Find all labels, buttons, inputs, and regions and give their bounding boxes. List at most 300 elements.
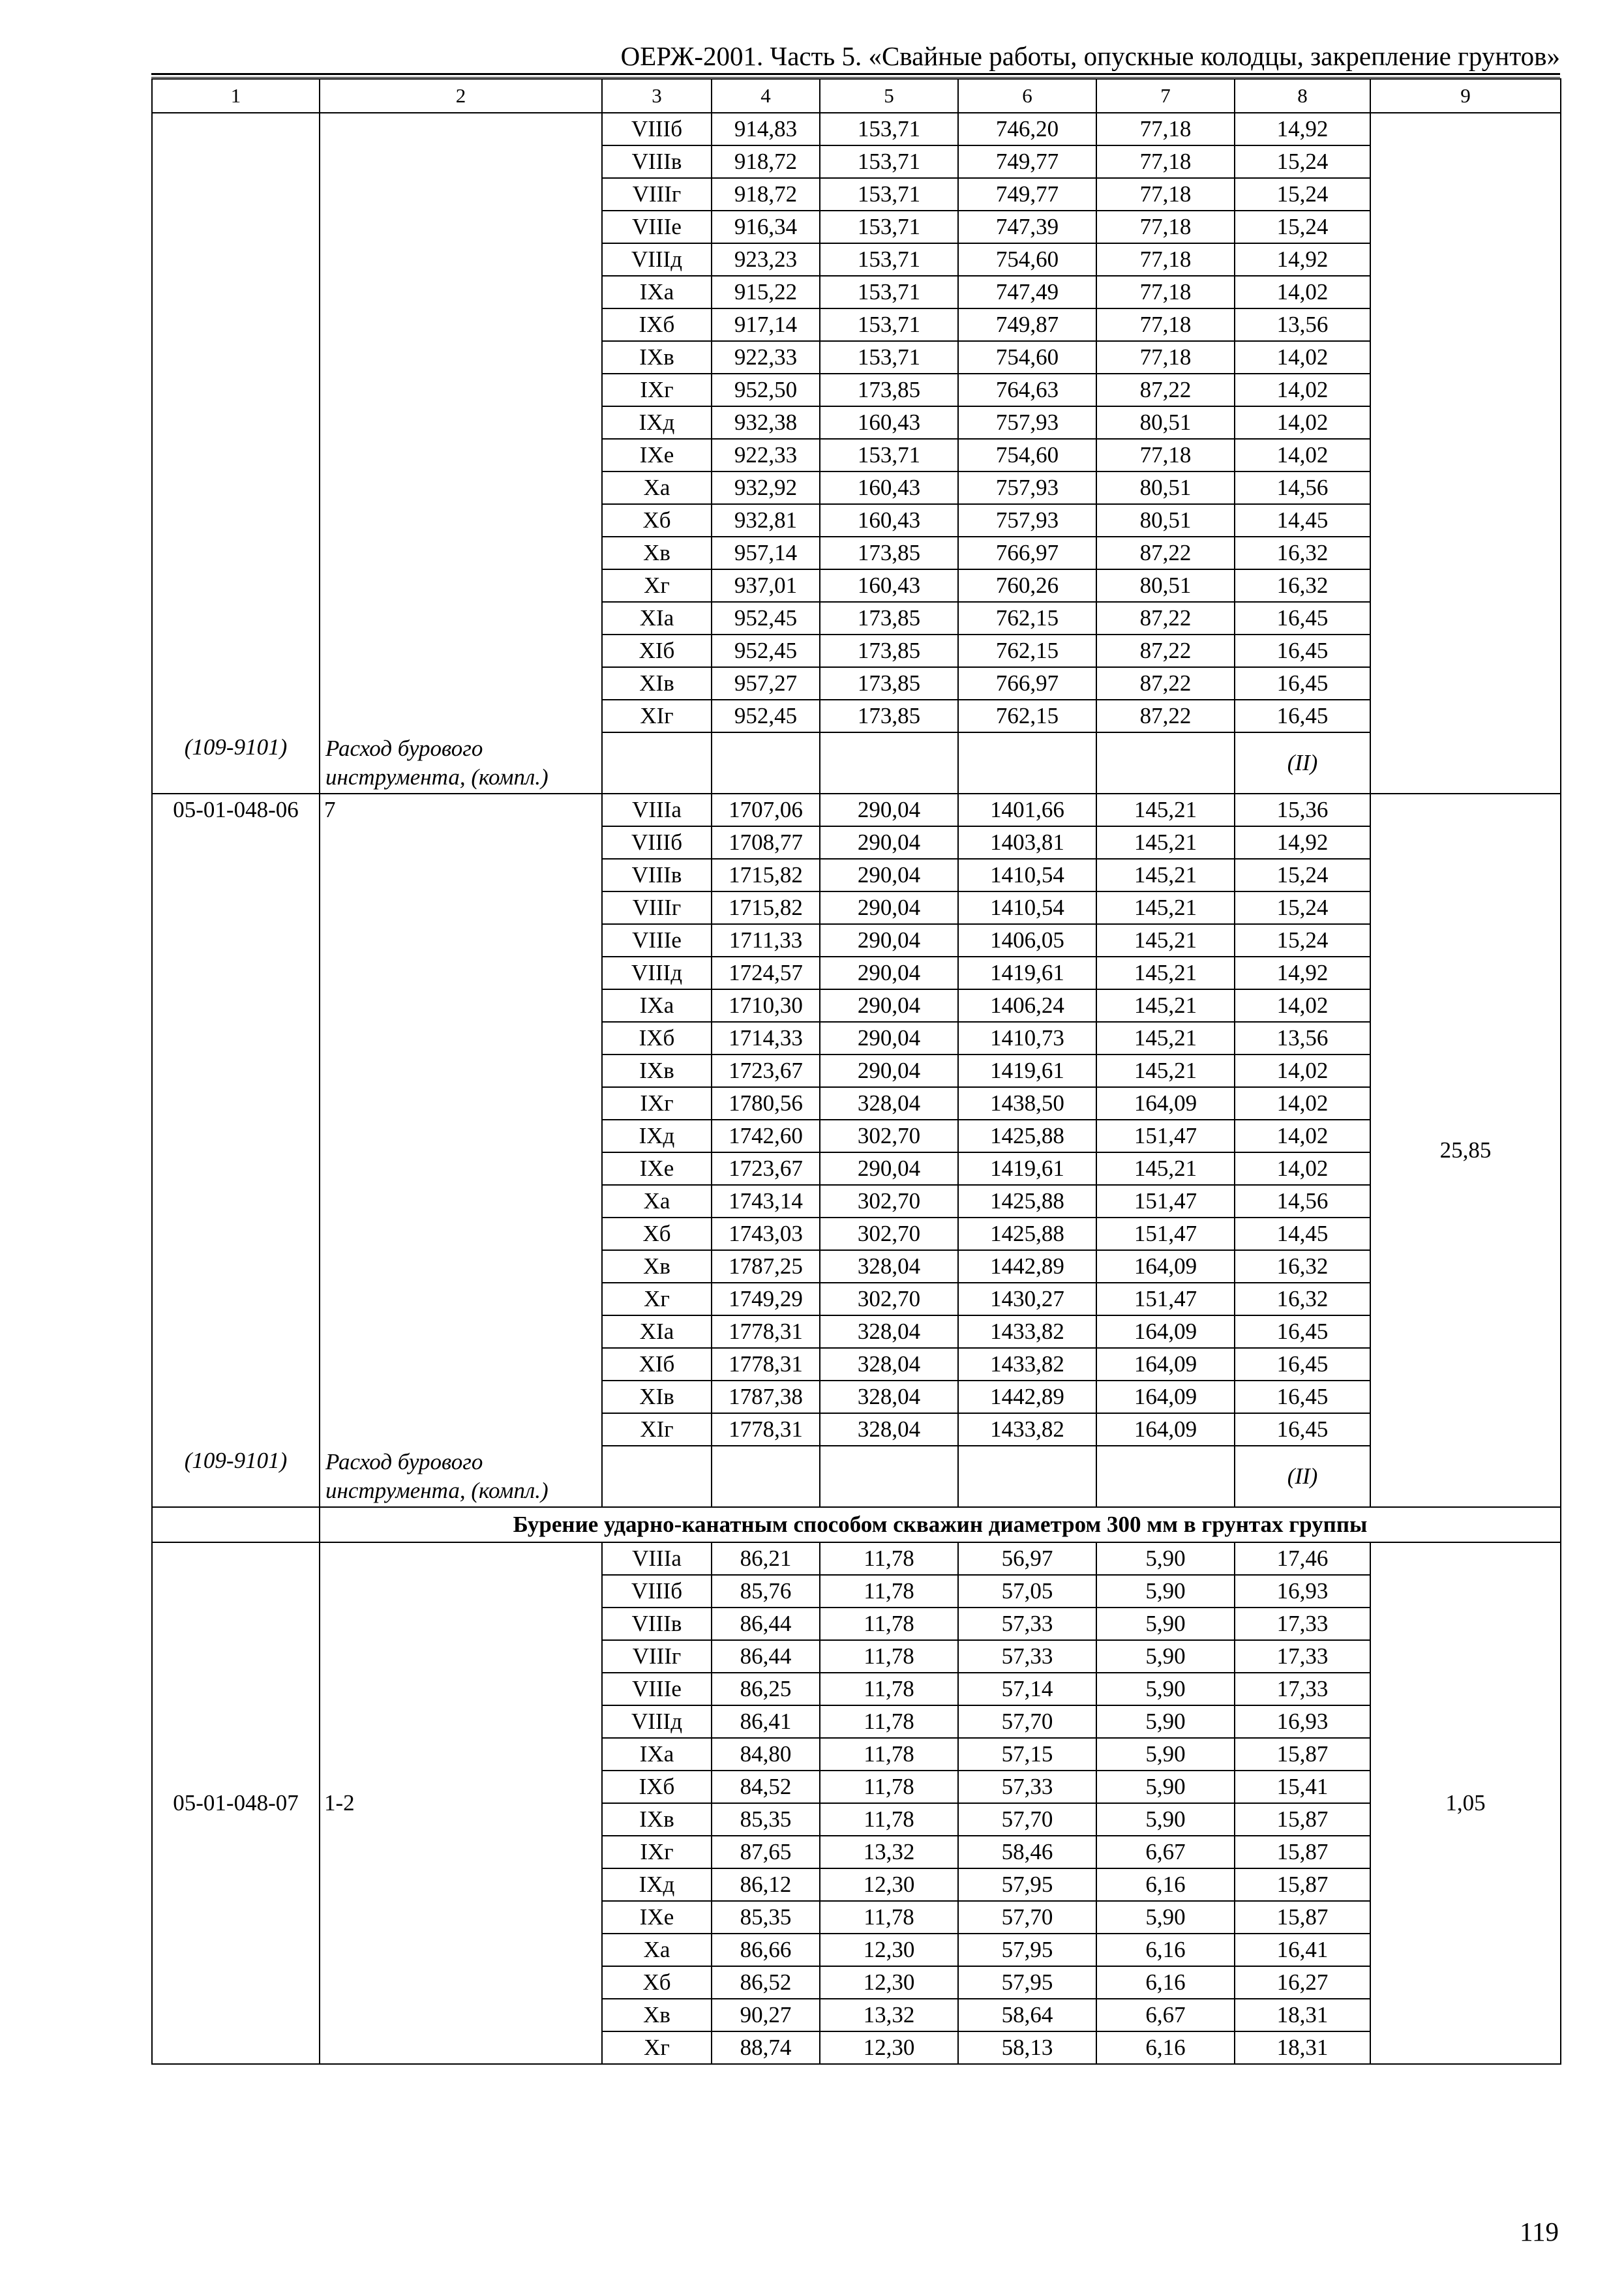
value-cell: 145,21 xyxy=(1096,1152,1235,1185)
value-cell: 87,65 xyxy=(712,1836,820,1868)
value-cell: 151,47 xyxy=(1096,1120,1235,1152)
value-cell: 290,04 xyxy=(820,957,958,989)
value-cell: 80,51 xyxy=(1096,471,1235,504)
running-header: ОЕРЖ-2001. Часть 5. «Свайные работы, опускные колодцы, закрепление грунтов» xyxy=(620,41,1560,71)
value-cell: 328,04 xyxy=(820,1348,958,1381)
column-number: 4 xyxy=(712,79,820,113)
soil-group-cell: Xб xyxy=(602,504,712,537)
value-cell: 1715,82 xyxy=(712,859,820,891)
value-cell: 15,87 xyxy=(1235,1868,1370,1901)
soil-group-cell: VIIIа xyxy=(602,1542,712,1575)
value-cell: 151,47 xyxy=(1096,1283,1235,1315)
value-cell: 5,90 xyxy=(1096,1673,1235,1705)
value-cell: 153,71 xyxy=(820,308,958,341)
value-cell: 762,15 xyxy=(958,635,1096,667)
soil-group-cell: VIIIе xyxy=(602,924,712,957)
soil-group-cell: IXд xyxy=(602,1868,712,1901)
value-cell: 164,09 xyxy=(1096,1315,1235,1348)
value-cell: 12,30 xyxy=(820,1868,958,1901)
value-cell: 57,33 xyxy=(958,1640,1096,1673)
value-cell: 290,04 xyxy=(820,1055,958,1087)
value-cell: 14,45 xyxy=(1235,1218,1370,1250)
value-cell: 14,02 xyxy=(1235,406,1370,439)
value-cell: 14,02 xyxy=(1235,1152,1370,1185)
soil-group-cell: XIб xyxy=(602,635,712,667)
value-cell: 917,14 xyxy=(712,308,820,341)
footnote-col3 xyxy=(602,1446,712,1507)
value-cell: 1778,31 xyxy=(712,1315,820,1348)
soil-group-cell: VIIIд xyxy=(602,1705,712,1738)
value-cell: 16,45 xyxy=(1235,700,1370,732)
value-cell: 16,32 xyxy=(1235,1250,1370,1283)
soil-group-cell: IXг xyxy=(602,374,712,406)
soil-group-cell: XIг xyxy=(602,1413,712,1446)
value-cell: 151,47 xyxy=(1096,1185,1235,1218)
value-cell: 14,92 xyxy=(1235,113,1370,145)
value-cell: 160,43 xyxy=(820,569,958,602)
soil-group-cell: VIIIг xyxy=(602,178,712,211)
code-cell xyxy=(152,113,320,794)
value-cell: 918,72 xyxy=(712,145,820,178)
value-cell: 57,15 xyxy=(958,1738,1096,1771)
value-cell: 6,67 xyxy=(1096,1999,1235,2031)
soil-group-cell: XIг xyxy=(602,700,712,732)
soil-group-cell: VIIIб xyxy=(602,1575,712,1608)
soil-group-cell: IXа xyxy=(602,276,712,308)
soil-group-cell: VIIIб xyxy=(602,826,712,859)
value-cell: 1743,03 xyxy=(712,1218,820,1250)
value-cell: 757,93 xyxy=(958,504,1096,537)
footnote-col4 xyxy=(712,1446,820,1507)
value-cell: 13,32 xyxy=(820,1836,958,1868)
value-cell: 916,34 xyxy=(712,211,820,243)
value-cell: 328,04 xyxy=(820,1087,958,1120)
value-cell: 757,93 xyxy=(958,471,1096,504)
value-cell: 1433,82 xyxy=(958,1315,1096,1348)
value-cell: 14,02 xyxy=(1235,1087,1370,1120)
value-cell: 173,85 xyxy=(820,602,958,635)
value-cell: 11,78 xyxy=(820,1575,958,1608)
value-cell: 12,30 xyxy=(820,1966,958,1999)
value-cell: 14,45 xyxy=(1235,504,1370,537)
value-cell: 1410,54 xyxy=(958,859,1096,891)
value-cell: 957,14 xyxy=(712,537,820,569)
value-cell: 11,78 xyxy=(820,1771,958,1803)
value-cell: 16,45 xyxy=(1235,1315,1370,1348)
page-number: 119 xyxy=(1520,2217,1559,2247)
value-cell: 14,02 xyxy=(1235,439,1370,471)
value-cell: 12,30 xyxy=(820,1934,958,1966)
value-cell: 1433,82 xyxy=(958,1348,1096,1381)
value-cell: 13,32 xyxy=(820,1999,958,2031)
value-cell: 5,90 xyxy=(1096,1575,1235,1608)
value-cell: 1401,66 xyxy=(958,794,1096,826)
soil-group-cell: IXб xyxy=(602,308,712,341)
soil-group-cell: Xб xyxy=(602,1218,712,1250)
header-rule xyxy=(151,73,1560,75)
value-cell: 77,18 xyxy=(1096,276,1235,308)
value-cell: 1433,82 xyxy=(958,1413,1096,1446)
value-cell: 922,33 xyxy=(712,341,820,374)
value-cell: 1724,57 xyxy=(712,957,820,989)
section-title-row xyxy=(152,1507,1561,1542)
value-cell: 57,33 xyxy=(958,1771,1096,1803)
value-cell: 766,97 xyxy=(958,537,1096,569)
value-cell: 17,33 xyxy=(1235,1608,1370,1640)
value-cell: 754,60 xyxy=(958,243,1096,276)
value-cell: 14,56 xyxy=(1235,471,1370,504)
soil-group-cell: IXа xyxy=(602,1738,712,1771)
value-cell: 754,60 xyxy=(958,341,1096,374)
table-row xyxy=(152,794,1561,826)
value-cell: 957,27 xyxy=(712,667,820,700)
value-cell: 16,41 xyxy=(1235,1934,1370,1966)
value-cell: 16,45 xyxy=(1235,667,1370,700)
value-cell: 290,04 xyxy=(820,1022,958,1055)
value-cell: 952,45 xyxy=(712,700,820,732)
value-cell: 14,92 xyxy=(1235,957,1370,989)
value-cell: 145,21 xyxy=(1096,1022,1235,1055)
value-cell: 932,92 xyxy=(712,471,820,504)
value-cell: 747,39 xyxy=(958,211,1096,243)
value-cell: 145,21 xyxy=(1096,924,1235,957)
value-cell: 15,24 xyxy=(1235,924,1370,957)
value-cell: 153,71 xyxy=(820,243,958,276)
soil-group-cell: Xа xyxy=(602,1934,712,1966)
value-cell: 86,12 xyxy=(712,1868,820,1901)
value-cell: 923,23 xyxy=(712,243,820,276)
value-cell: 153,71 xyxy=(820,341,958,374)
column-number: 8 xyxy=(1235,79,1370,113)
value-cell: 18,31 xyxy=(1235,1999,1370,2031)
value-cell: 1425,88 xyxy=(958,1120,1096,1152)
value-cell: 77,18 xyxy=(1096,341,1235,374)
soil-group-cell: VIIIв xyxy=(602,859,712,891)
value-cell: 17,46 xyxy=(1235,1542,1370,1575)
header-rule-thin xyxy=(151,77,1560,78)
value-cell: 57,05 xyxy=(958,1575,1096,1608)
soil-group-cell: VIIIв xyxy=(602,145,712,178)
soil-group-cell: VIIIд xyxy=(602,243,712,276)
value-cell: 173,85 xyxy=(820,374,958,406)
value-cell: 1410,54 xyxy=(958,891,1096,924)
footnote-col6 xyxy=(958,732,1096,794)
value-cell: 5,90 xyxy=(1096,1803,1235,1836)
value-cell: 153,71 xyxy=(820,178,958,211)
footnote-col3 xyxy=(602,732,712,794)
soil-group-cell: Xв xyxy=(602,537,712,569)
value-cell: 1419,61 xyxy=(958,1152,1096,1185)
value-cell: 173,85 xyxy=(820,537,958,569)
value-cell: 77,18 xyxy=(1096,145,1235,178)
value-cell: 77,18 xyxy=(1096,178,1235,211)
value-cell: 85,35 xyxy=(712,1901,820,1934)
soil-group-cell: IXг xyxy=(602,1087,712,1120)
value-cell: 15,24 xyxy=(1235,178,1370,211)
value-cell: 87,22 xyxy=(1096,667,1235,700)
value-cell: 145,21 xyxy=(1096,989,1235,1022)
value-cell: 15,87 xyxy=(1235,1836,1370,1868)
value-cell: 86,21 xyxy=(712,1542,820,1575)
value-cell: 145,21 xyxy=(1096,1055,1235,1087)
col9-cell xyxy=(1370,113,1561,794)
value-cell: 1780,56 xyxy=(712,1087,820,1120)
soil-group-cell: VIIIг xyxy=(602,891,712,924)
value-cell: 1708,77 xyxy=(712,826,820,859)
value-cell: 57,70 xyxy=(958,1803,1096,1836)
value-cell: 153,71 xyxy=(820,439,958,471)
value-cell: 86,66 xyxy=(712,1934,820,1966)
value-cell: 11,78 xyxy=(820,1542,958,1575)
value-cell: 1711,33 xyxy=(712,924,820,957)
value-cell: 77,18 xyxy=(1096,308,1235,341)
param-cell: 7 Расход бурового инструмента, (компл.) xyxy=(320,794,602,1507)
column-number: 3 xyxy=(602,79,712,113)
value-cell: 77,18 xyxy=(1096,211,1235,243)
value-cell: 77,18 xyxy=(1096,439,1235,471)
value-cell: 15,24 xyxy=(1235,859,1370,891)
value-cell: 16,45 xyxy=(1235,1348,1370,1381)
value-cell: 1707,06 xyxy=(712,794,820,826)
soil-group-cell: IXб xyxy=(602,1022,712,1055)
section-title: Бурение ударно-канатным способом скважин диаметром 300 мм в грунтах группы xyxy=(320,1507,1561,1542)
value-cell: 1419,61 xyxy=(958,957,1096,989)
value-cell: 5,90 xyxy=(1096,1901,1235,1934)
soil-group-cell: IXд xyxy=(602,406,712,439)
value-cell: 80,51 xyxy=(1096,504,1235,537)
value-cell: 932,81 xyxy=(712,504,820,537)
value-cell: 290,04 xyxy=(820,989,958,1022)
soil-group-cell: XIа xyxy=(602,602,712,635)
value-cell: 1425,88 xyxy=(958,1185,1096,1218)
soil-group-cell: IXе xyxy=(602,439,712,471)
value-cell: 80,51 xyxy=(1096,406,1235,439)
value-cell: 16,93 xyxy=(1235,1575,1370,1608)
value-cell: 749,87 xyxy=(958,308,1096,341)
footnote-col8: (II) xyxy=(1235,1446,1370,1507)
value-cell: 12,30 xyxy=(820,2031,958,2064)
value-cell: 17,33 xyxy=(1235,1673,1370,1705)
soil-group-cell: VIIIд xyxy=(602,957,712,989)
column-number: 6 xyxy=(958,79,1096,113)
value-cell: 85,35 xyxy=(712,1803,820,1836)
value-cell: 1743,14 xyxy=(712,1185,820,1218)
value-cell: 151,47 xyxy=(1096,1218,1235,1250)
value-cell: 13,56 xyxy=(1235,1022,1370,1055)
soil-group-cell: IXа xyxy=(602,989,712,1022)
value-cell: 77,18 xyxy=(1096,243,1235,276)
soil-group-cell: Xг xyxy=(602,1283,712,1315)
footnote-col8: (II) xyxy=(1235,732,1370,794)
value-cell: 86,25 xyxy=(712,1673,820,1705)
value-cell: 1425,88 xyxy=(958,1218,1096,1250)
soil-group-cell: IXб xyxy=(602,1771,712,1803)
value-cell: 302,70 xyxy=(820,1185,958,1218)
value-cell: 86,44 xyxy=(712,1640,820,1673)
soil-group-cell: XIб xyxy=(602,1348,712,1381)
value-cell: 173,85 xyxy=(820,700,958,732)
value-cell: 160,43 xyxy=(820,406,958,439)
value-cell: 766,97 xyxy=(958,667,1096,700)
soil-group-cell: Xв xyxy=(602,1250,712,1283)
footnote-code: (109-9101) xyxy=(184,1448,288,1473)
value-cell: 16,32 xyxy=(1235,1283,1370,1315)
value-cell: 937,01 xyxy=(712,569,820,602)
value-cell: 87,22 xyxy=(1096,537,1235,569)
column-number-row xyxy=(152,79,1561,113)
soil-group-cell: Xа xyxy=(602,1185,712,1218)
value-cell: 164,09 xyxy=(1096,1250,1235,1283)
soil-group-cell: VIIIе xyxy=(602,211,712,243)
value-cell: 952,45 xyxy=(712,635,820,667)
value-cell: 13,56 xyxy=(1235,308,1370,341)
value-cell: 762,15 xyxy=(958,700,1096,732)
value-cell: 57,33 xyxy=(958,1608,1096,1640)
value-cell: 14,02 xyxy=(1235,989,1370,1022)
value-cell: 57,70 xyxy=(958,1705,1096,1738)
value-cell: 145,21 xyxy=(1096,957,1235,989)
value-cell: 5,90 xyxy=(1096,1640,1235,1673)
value-cell: 1438,50 xyxy=(958,1087,1096,1120)
col9-cell: 1,05 xyxy=(1370,1542,1561,2064)
value-cell: 302,70 xyxy=(820,1218,958,1250)
value-cell: 1406,24 xyxy=(958,989,1096,1022)
value-cell: 6,16 xyxy=(1096,1868,1235,1901)
col9-cell: 25,85 xyxy=(1370,794,1561,1507)
value-cell: 1714,33 xyxy=(712,1022,820,1055)
value-cell: 932,38 xyxy=(712,406,820,439)
value-cell: 164,09 xyxy=(1096,1381,1235,1413)
footnote-col4 xyxy=(712,732,820,794)
soil-group-cell: VIIIв xyxy=(602,1608,712,1640)
value-cell: 1410,73 xyxy=(958,1022,1096,1055)
value-cell: 757,93 xyxy=(958,406,1096,439)
value-cell: 77,18 xyxy=(1096,113,1235,145)
footnote-col7 xyxy=(1096,1446,1235,1507)
soil-group-cell: Xг xyxy=(602,569,712,602)
soil-group-cell: IXг xyxy=(602,1836,712,1868)
value-cell: 328,04 xyxy=(820,1315,958,1348)
soil-group-cell: VIIIа xyxy=(602,794,712,826)
value-cell: 914,83 xyxy=(712,113,820,145)
value-cell: 290,04 xyxy=(820,1152,958,1185)
code-cell: 05-01-048-07 xyxy=(152,1542,320,2064)
soil-group-cell: Xа xyxy=(602,471,712,504)
value-cell: 15,24 xyxy=(1235,211,1370,243)
column-number: 2 xyxy=(320,79,602,113)
value-cell: 16,45 xyxy=(1235,1413,1370,1446)
footnote-col5 xyxy=(820,1446,958,1507)
value-cell: 1742,60 xyxy=(712,1120,820,1152)
value-cell: 15,41 xyxy=(1235,1771,1370,1803)
value-cell: 1419,61 xyxy=(958,1055,1096,1087)
soil-group-cell: VIIIб xyxy=(602,113,712,145)
value-cell: 5,90 xyxy=(1096,1608,1235,1640)
value-cell: 87,22 xyxy=(1096,635,1235,667)
rates-table xyxy=(151,78,1561,2065)
value-cell: 11,78 xyxy=(820,1803,958,1836)
value-cell: 56,97 xyxy=(958,1542,1096,1575)
value-cell: 164,09 xyxy=(1096,1087,1235,1120)
value-cell: 328,04 xyxy=(820,1381,958,1413)
value-cell: 57,95 xyxy=(958,1966,1096,1999)
code-cell: 05-01-048-06 (109-9101) xyxy=(152,794,320,1507)
value-cell: 145,21 xyxy=(1096,859,1235,891)
footnote-col5 xyxy=(820,732,958,794)
value-cell: 16,45 xyxy=(1235,602,1370,635)
value-cell: 1430,27 xyxy=(958,1283,1096,1315)
value-cell: 749,77 xyxy=(958,178,1096,211)
value-cell: 1787,38 xyxy=(712,1381,820,1413)
value-cell: 57,95 xyxy=(958,1868,1096,1901)
value-cell: 16,45 xyxy=(1235,1381,1370,1413)
value-cell: 14,02 xyxy=(1235,374,1370,406)
value-cell: 58,13 xyxy=(958,2031,1096,2064)
value-cell: 153,71 xyxy=(820,145,958,178)
rates-table-body xyxy=(152,79,1561,2064)
column-number: 9 xyxy=(1370,79,1561,113)
value-cell: 1723,67 xyxy=(712,1152,820,1185)
param-cell: 1-2 xyxy=(320,1542,602,2064)
table-row xyxy=(152,1542,1561,1575)
value-cell: 328,04 xyxy=(820,1250,958,1283)
value-cell: 86,52 xyxy=(712,1966,820,1999)
value-cell: 87,22 xyxy=(1096,602,1235,635)
value-cell: 173,85 xyxy=(820,635,958,667)
value-cell: 145,21 xyxy=(1096,891,1235,924)
soil-group-cell: XIв xyxy=(602,1381,712,1413)
value-cell: 14,92 xyxy=(1235,243,1370,276)
value-cell: 90,27 xyxy=(712,1999,820,2031)
soil-group-cell: IXе xyxy=(602,1901,712,1934)
value-cell: 145,21 xyxy=(1096,826,1235,859)
value-cell: 18,31 xyxy=(1235,2031,1370,2064)
value-cell: 86,44 xyxy=(712,1608,820,1640)
value-cell: 153,71 xyxy=(820,113,958,145)
value-cell: 57,14 xyxy=(958,1673,1096,1705)
param-cell xyxy=(320,113,602,794)
value-cell: 15,24 xyxy=(1235,145,1370,178)
value-cell: 6,16 xyxy=(1096,2031,1235,2064)
value-cell: 173,85 xyxy=(820,667,958,700)
column-number: 7 xyxy=(1096,79,1235,113)
value-cell: 16,27 xyxy=(1235,1966,1370,1999)
value-cell: 762,15 xyxy=(958,602,1096,635)
section-spacer xyxy=(152,1507,320,1542)
value-cell: 747,49 xyxy=(958,276,1096,308)
soil-group-cell: Xг xyxy=(602,2031,712,2064)
value-cell: 5,90 xyxy=(1096,1771,1235,1803)
column-number: 5 xyxy=(820,79,958,113)
value-cell: 290,04 xyxy=(820,794,958,826)
value-cell: 1710,30 xyxy=(712,989,820,1022)
value-cell: 15,36 xyxy=(1235,794,1370,826)
soil-group-cell: XIв xyxy=(602,667,712,700)
value-cell: 1406,05 xyxy=(958,924,1096,957)
value-cell: 11,78 xyxy=(820,1901,958,1934)
value-cell: 58,46 xyxy=(958,1836,1096,1868)
value-cell: 754,60 xyxy=(958,439,1096,471)
value-cell: 290,04 xyxy=(820,924,958,957)
value-cell: 1778,31 xyxy=(712,1413,820,1446)
value-cell: 11,78 xyxy=(820,1738,958,1771)
value-cell: 952,45 xyxy=(712,602,820,635)
value-cell: 16,45 xyxy=(1235,635,1370,667)
value-cell: 15,87 xyxy=(1235,1901,1370,1934)
value-cell: 11,78 xyxy=(820,1640,958,1673)
column-number: 1 xyxy=(152,79,320,113)
value-cell: 922,33 xyxy=(712,439,820,471)
